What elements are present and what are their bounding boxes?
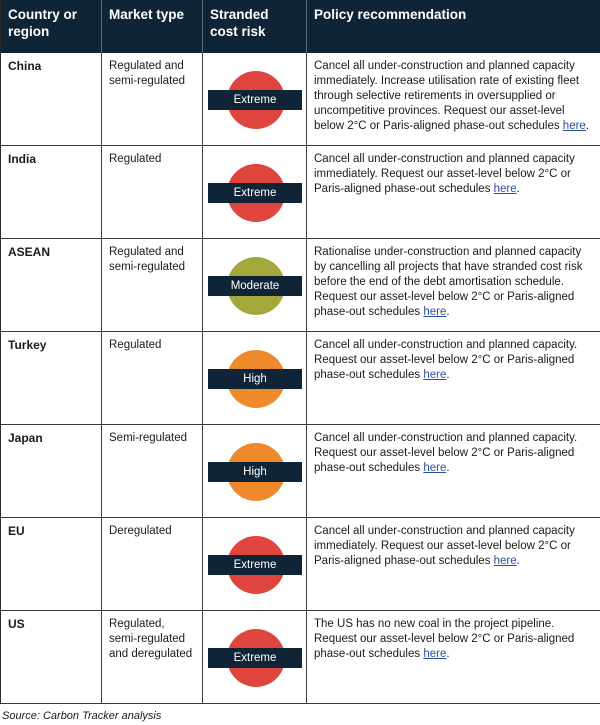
table-row <box>1 518 600 611</box>
market-type-cell: Deregulated <box>102 518 203 610</box>
risk-badge: Extreme <box>208 555 302 575</box>
policy-end: . <box>446 369 450 381</box>
country-cell: EU <box>1 518 102 610</box>
risk-cell <box>203 518 307 610</box>
table-row <box>1 425 600 518</box>
country-cell: Turkey <box>1 332 102 424</box>
header-country: Country or region <box>1 0 102 53</box>
policy-end: . <box>446 648 450 660</box>
table-row <box>1 53 600 146</box>
market-type-cell: Regulated and semi-regulated <box>102 53 203 145</box>
here-link[interactable]: here <box>493 183 517 195</box>
source-note: Source: Carbon Tracker analysis <box>2 710 162 722</box>
country-cell: ASEAN <box>1 239 102 331</box>
risk-badge: High <box>208 369 302 389</box>
here-link[interactable]: here <box>493 555 517 567</box>
policy-text: Cancel all under-construction and planned capacity immediately. Request our asset-level below 2°C or Paris-aligned phase-out schedules <box>314 525 575 567</box>
policy-text: Cancel all under-construction and planned capacity immediately. Increase utilisation rate of existing fleet through selective retirements in oversupplied or uncompetitive provinces. Request our asset-level below 2°C or Paris-aligned phase-out schedules <box>314 60 580 132</box>
risk-badge: Extreme <box>208 183 302 203</box>
policy-cell <box>307 239 600 331</box>
header-policy-recommendation: Policy recommendation <box>314 7 467 22</box>
risk-cell <box>203 425 307 517</box>
policy-end: . <box>585 120 590 132</box>
policy-text: Cancel all under-construction and planned capacity immediately. Request our asset-level below 2°C or Paris-aligned phase-out schedules <box>314 153 575 195</box>
policy-cell <box>307 146 600 238</box>
market-type-cell: Regulated <box>102 332 203 424</box>
policy-cell <box>307 425 600 517</box>
policy-end: . <box>446 462 450 474</box>
table-row <box>1 239 600 332</box>
policy-end: . <box>516 183 520 195</box>
table-row <box>1 146 600 239</box>
country-cell: China <box>1 53 102 145</box>
country-cell: Japan <box>1 425 102 517</box>
here-link[interactable]: here <box>423 462 447 474</box>
risk-cell <box>203 53 307 145</box>
risk-badge: Extreme <box>208 648 302 668</box>
risk-badge: High <box>208 462 302 482</box>
policy-cell <box>307 332 600 424</box>
table-header <box>1 0 600 53</box>
country-cell: India <box>1 146 102 238</box>
policy-cell <box>307 53 600 145</box>
risk-cell <box>203 239 307 331</box>
risk-cell <box>203 611 307 703</box>
market-type-cell: Regulated <box>102 146 203 238</box>
table-row <box>1 332 600 425</box>
here-link[interactable]: here <box>423 648 447 660</box>
market-type-cell: Regulated, semi-regulated and deregulated <box>102 611 203 703</box>
policy-text: The US has no new coal in the project pipeline. Request our asset-level below 2°C or Paris-aligned phase-out schedules <box>314 618 575 660</box>
here-link[interactable]: here <box>423 369 447 381</box>
risk-badge: Moderate <box>208 276 302 296</box>
header-market-type: Market type <box>102 0 203 53</box>
market-type-cell: Semi-regulated <box>102 425 203 517</box>
country-cell: US <box>1 611 102 703</box>
risk-cell <box>203 332 307 424</box>
policy-text: Cancel all under-construction and planned capacity. Request our asset-level below 2°C or Paris-aligned phase-out schedules <box>314 339 578 381</box>
header-stranded-cost-risk: Stranded cost risk <box>203 0 307 53</box>
policy-end: . <box>446 306 450 318</box>
policy-text: Cancel all under-construction and planned capacity. Request our asset-level below 2°C or Paris-aligned phase-out schedules <box>314 432 578 474</box>
here-link[interactable]: here <box>423 306 447 318</box>
table-row <box>1 611 600 704</box>
policy-cell <box>307 611 600 703</box>
policy-text: Rationalise under-construction and planned capacity by cancelling all projects that have stranded cost risk before the end of the debt amortisation schedule. Request our asset-level below 2°C or Paris-aligned phase-out schedules <box>314 246 583 318</box>
market-type-cell: Regulated and semi-regulated <box>102 239 203 331</box>
risk-cell <box>203 146 307 238</box>
policy-cell <box>307 518 600 610</box>
here-link[interactable]: here <box>562 120 586 132</box>
risk-badge: Extreme <box>208 90 302 110</box>
policy-end: . <box>516 555 520 567</box>
